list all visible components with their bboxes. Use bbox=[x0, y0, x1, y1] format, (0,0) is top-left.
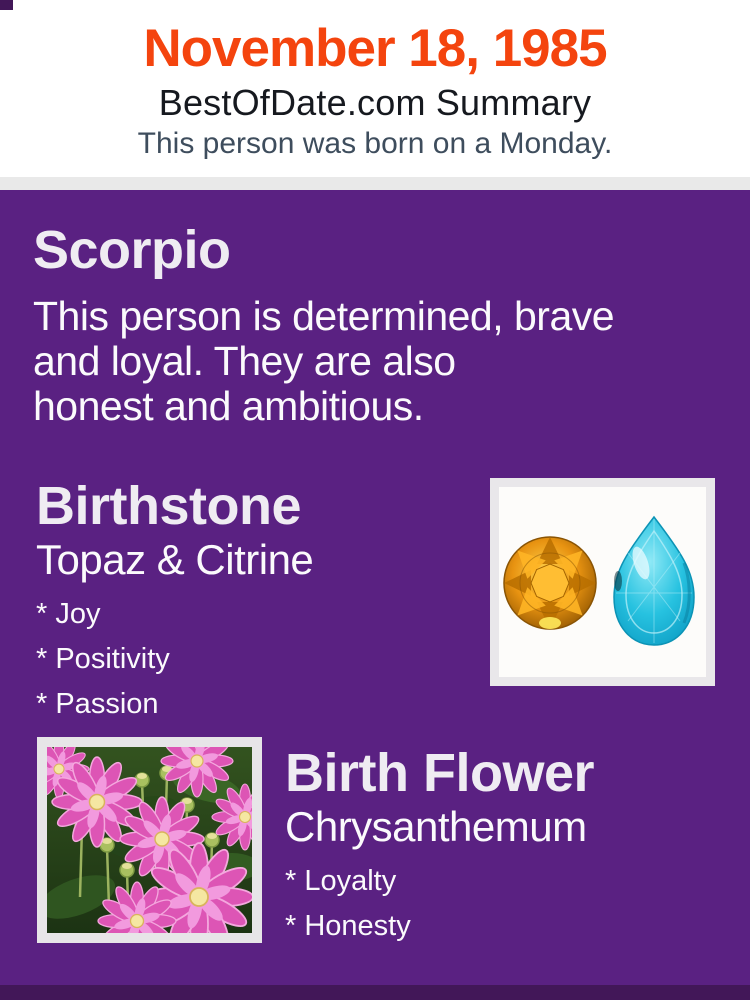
birthstone-trait: * Joy bbox=[36, 598, 101, 630]
birthstone-trait: * Passion bbox=[36, 688, 159, 720]
header bbox=[0, 0, 750, 177]
birthstone-image bbox=[499, 487, 706, 677]
birth-flower-trait: * Honesty bbox=[285, 910, 411, 942]
birth-flower-section bbox=[285, 745, 594, 949]
birth-flower-trait: * Loyalty bbox=[285, 865, 397, 897]
birthstone-heading: Birthstone bbox=[36, 476, 301, 536]
birth-flower-image-card bbox=[37, 737, 262, 943]
page-title-date: November 18, 1985 bbox=[143, 19, 607, 78]
birth-flower-heading: Birth Flower bbox=[285, 743, 595, 803]
birthstone-name: Topaz & Citrine bbox=[36, 536, 314, 583]
zodiac-description-line: and loyal. They are also bbox=[33, 338, 456, 384]
zodiac-description bbox=[33, 294, 614, 429]
birth-flower-name: Chrysanthemum bbox=[285, 803, 587, 850]
footer-bar bbox=[0, 985, 750, 1000]
birth-flower-image bbox=[47, 747, 252, 933]
zodiac-description-line: This person is determined, brave bbox=[33, 293, 615, 339]
site-summary-title: BestOfDate.com Summary bbox=[158, 82, 592, 123]
header-divider bbox=[0, 177, 750, 190]
birth-flower-trait-list bbox=[285, 859, 594, 949]
birthstone-image-card bbox=[490, 478, 715, 686]
weekday-line: This person was born on a Monday. bbox=[137, 127, 613, 160]
zodiac-sign-heading: Scorpio bbox=[33, 220, 231, 280]
birthstone-trait: * Positivity bbox=[36, 643, 170, 675]
zodiac-description-line: honest and ambitious. bbox=[33, 383, 424, 429]
birthstone-trait-list bbox=[36, 592, 313, 727]
main-panel bbox=[0, 190, 750, 1000]
corner-accent-mark bbox=[0, 0, 13, 10]
round-orange-gem bbox=[504, 537, 596, 629]
birthstone-section bbox=[36, 478, 313, 727]
